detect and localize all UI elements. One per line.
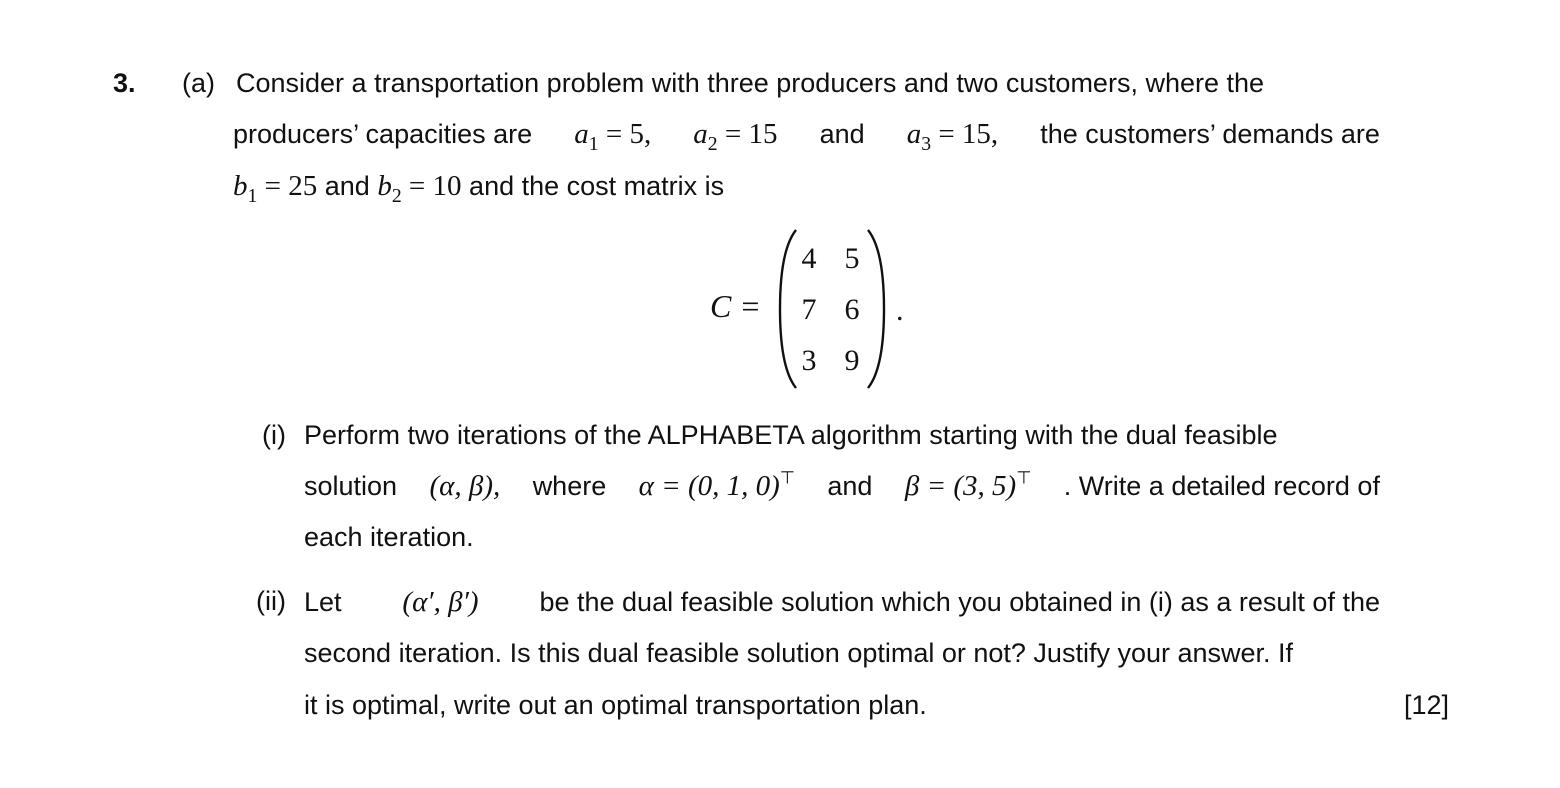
part-ii-line-1-text-2: be the dual feasible solution which you obtained in (i) as a result of the <box>539 587 1380 617</box>
dual-pair-prime: (α′, β′) <box>402 586 479 618</box>
dual-pair: (α, β), <box>429 470 501 502</box>
question-number: 3. <box>113 68 136 98</box>
demand-b2: $b_2 = 10$ <box>377 170 462 207</box>
right-parenthesis <box>868 230 884 388</box>
cost-matrix <box>708 228 928 390</box>
part-ii-line-1-text-1: Let <box>304 587 342 617</box>
part-a-line-3-text-1: and <box>324 171 370 201</box>
part-i-line-1 <box>304 420 1380 451</box>
part-a-label: (a) <box>182 68 215 98</box>
part-i-line-1-text: Perform two iterations of the ALPHABETA algorithm starting with the dual feasible <box>304 420 1278 450</box>
matrix-cell-r2c1: 7 <box>801 293 817 326</box>
part-a-line-2 <box>233 118 1380 155</box>
part-a-line-3 <box>233 170 725 207</box>
part-i-line-3: each iteration. <box>304 522 474 552</box>
part-a-line-1-text: Consider a transportation problem with three producers and two customers, where the <box>236 68 1265 98</box>
part-i-line-2-text-4: . Write a detailed record of <box>1063 471 1380 501</box>
part-i-line-2-text-1: solution <box>304 471 398 501</box>
part-a-line-1 <box>236 68 1380 99</box>
matrix-cell-r2c2: 6 <box>844 293 860 326</box>
capacity-a3: $a_3 = 15$, <box>906 118 999 155</box>
part-ii-line-2-text: second iteration. Is this dual feasible solution optimal or not? Justify your answer. If <box>304 638 1294 668</box>
part-ii-line-3: it is optimal, write out an optimal transportation plan. <box>304 690 927 720</box>
matrix-cell-r1c2: 5 <box>844 242 860 275</box>
matrix-cell-r1c1: 4 <box>801 242 817 275</box>
capacity-a1: $a_1 = 5$, <box>574 118 652 155</box>
beta-value: β = (3, 5)⊤ <box>904 467 1032 502</box>
part-a-line-2-text-3: the customers’ demands are <box>1040 119 1380 149</box>
part-ii-line-1 <box>304 586 1380 619</box>
matrix-label: C = <box>710 288 761 324</box>
part-i-line-2-text-3: and <box>827 471 873 501</box>
part-ii-line-2 <box>304 638 1380 669</box>
part-a-line-2-text-1: producers’ capacities are <box>233 119 533 149</box>
marks-label: [12] <box>1404 690 1450 720</box>
matrix-cell-r3c2: 9 <box>844 344 860 377</box>
capacity-a2: $a_2 = 15$ <box>693 118 778 155</box>
matrix-period: . <box>896 294 904 327</box>
part-a-line-3-text-2: and the cost matrix is <box>469 171 725 201</box>
part-i-line-2 <box>304 467 1380 503</box>
part-i-label: (i) <box>262 420 286 450</box>
demand-b1: $b_1 = 25$ <box>233 170 318 207</box>
matrix-cell-r3c1: 3 <box>801 344 817 377</box>
part-i-line-2-text-2: where <box>532 471 607 501</box>
alpha-value: α = (0, 1, 0)⊤ <box>638 467 795 502</box>
part-a-line-2-text-2: and <box>819 119 865 149</box>
part-ii-label: (ii) <box>256 586 286 616</box>
